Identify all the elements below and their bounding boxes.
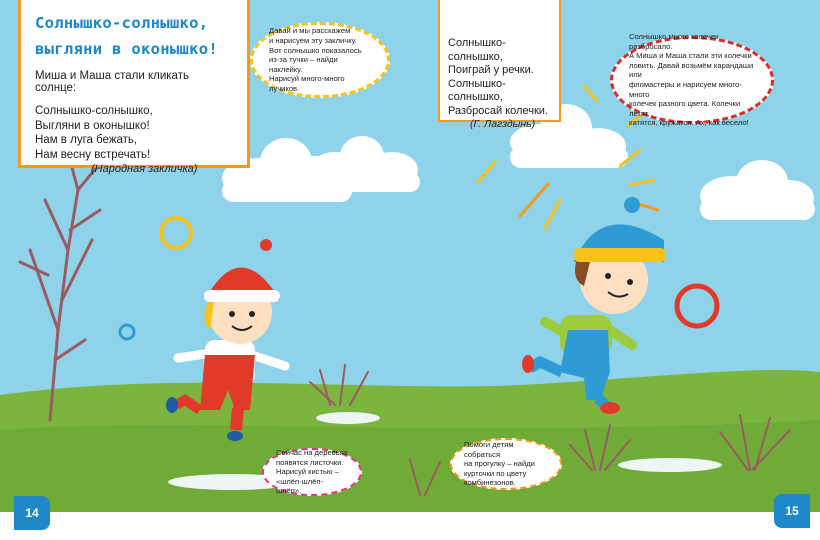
page-number-right: 15 bbox=[774, 494, 810, 528]
bubble-line: курточки по цвету bbox=[464, 468, 527, 478]
bubble-line: «шлёп-шлёп-шлёп». bbox=[276, 476, 323, 496]
right-poem-line: Солнышко-солнышко, bbox=[448, 77, 506, 103]
page-number-left: 14 bbox=[14, 496, 50, 530]
bubble-line: фломастеры и нарисуем много-много bbox=[629, 80, 742, 99]
right-poem-line: Солнышко-солнышко, bbox=[448, 37, 506, 63]
left-poem-line: Солнышко-солнышко, bbox=[35, 105, 153, 117]
bubble-line: катятся, кружатся. Ах, как весело! bbox=[629, 118, 749, 128]
right-poem-lines bbox=[448, 37, 555, 132]
bubble-line: Нарисуй много-много лучиков. bbox=[269, 74, 345, 93]
left-poem-line: Нам весну встречать! bbox=[35, 148, 151, 161]
right-poem-line: Поиграй у речки. bbox=[448, 64, 534, 76]
bubble-line: Помоги детям собраться bbox=[464, 440, 514, 459]
left-poem-box bbox=[18, 0, 250, 175]
bubble-line: колечек разного цвета. Колечки летят, bbox=[629, 99, 741, 118]
right-poem-author: (Г. Лагздынь) bbox=[470, 118, 536, 130]
pink-hint-bubble bbox=[262, 448, 362, 496]
left-poem-line: Нам в луга бежать, bbox=[35, 134, 138, 146]
left-poem-title bbox=[35, 10, 233, 62]
right-poem-box bbox=[438, 0, 561, 130]
bubble-line: комбинезонов. bbox=[464, 478, 516, 488]
bubble-line: Давай и мы расскажем bbox=[269, 26, 351, 36]
left-poem-title-line-2: выгляни в оконышко! bbox=[35, 40, 219, 58]
left-poem-lines bbox=[35, 104, 233, 177]
page-bottom-band bbox=[0, 512, 820, 540]
left-poem-author: (Народная закличка) bbox=[91, 163, 198, 175]
bubble-line: из-за тучки – найди наклейку. bbox=[269, 55, 338, 74]
bubble-line: ловить. Давай возьмём карандаши или bbox=[629, 60, 754, 80]
left-poem-intro: Миша и Маша стали кликать солнце: bbox=[35, 70, 189, 94]
bubble-line: Солнышко много колечек разбросало. bbox=[629, 32, 719, 51]
red-hint-bubble bbox=[610, 32, 774, 128]
left-poem-title-line-1: Солнышко-солнышко, bbox=[35, 14, 209, 32]
left-poem-line: Выгляни в оконышко! bbox=[35, 119, 150, 132]
bubble-line: и нарисуем эту закличку. bbox=[269, 36, 357, 46]
bubble-line: Вот солнышко показалось bbox=[269, 45, 362, 55]
bubble-line: появятся листочки. bbox=[276, 457, 344, 467]
right-poem-line: Разбросай колечки. bbox=[448, 104, 548, 117]
bubble-line: Сейчас на деревьях bbox=[276, 448, 348, 458]
orange-hint-bubble bbox=[450, 438, 562, 490]
bubble-line: Нарисуй кистью – bbox=[276, 467, 339, 477]
yellow-hint-bubble bbox=[250, 22, 390, 98]
bubble-line: на прогулку – найди bbox=[464, 459, 535, 469]
bubble-line: А Миша и Маша стали эти колечки bbox=[629, 51, 752, 61]
